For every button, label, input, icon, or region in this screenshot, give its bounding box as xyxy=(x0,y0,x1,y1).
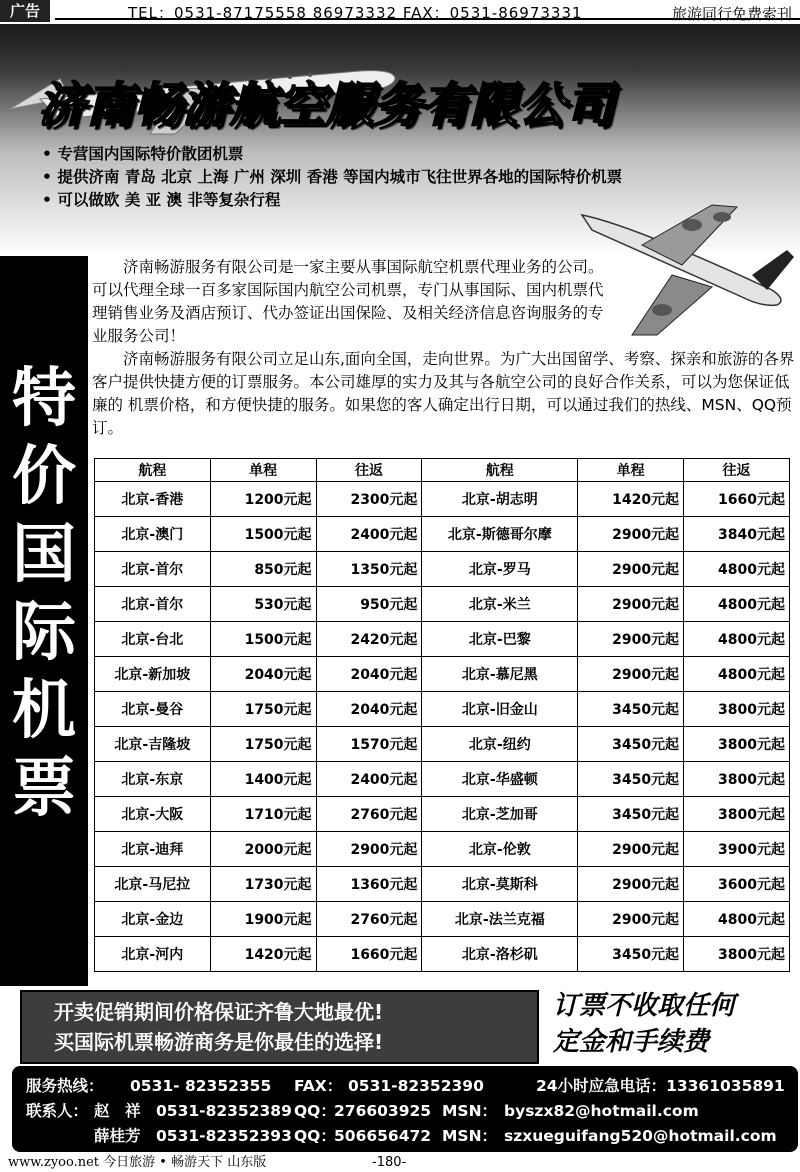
price-cell: 850元起 xyxy=(210,552,316,587)
price-cell: 3800元起 xyxy=(684,727,790,762)
table-row xyxy=(95,692,790,727)
hotline-label: 服务热线： xyxy=(26,1077,104,1095)
msn-label: MSN： xyxy=(442,1127,498,1145)
col-header-route: 航程 xyxy=(95,459,211,482)
footer xyxy=(0,1154,800,1172)
route-cell: 北京-台北 xyxy=(95,622,211,657)
route-cell: 北京-澳门 xyxy=(95,517,211,552)
price-cell: 1730元起 xyxy=(210,867,316,902)
contact-phone: 0531-82352393 xyxy=(156,1127,292,1145)
qq-number: 276603925 xyxy=(334,1102,432,1120)
bullet-item: • 提供济南 青岛 北京 上海 广州 深圳 香港 等国内城市飞往世界各地的国际特价机票 xyxy=(42,166,622,189)
price-cell: 1900元起 xyxy=(210,902,316,937)
price-cell: 2900元起 xyxy=(578,552,684,587)
price-cell: 4800元起 xyxy=(684,902,790,937)
price-cell: 1750元起 xyxy=(210,692,316,727)
price-cell: 2900元起 xyxy=(578,622,684,657)
contact-name: 薛桂芳 xyxy=(94,1127,141,1145)
col-header-roundtrip: 往返 xyxy=(684,459,790,482)
contact-row xyxy=(26,1074,785,1096)
service-bullets xyxy=(42,143,622,212)
col-header-route: 航程 xyxy=(422,459,578,482)
price-cell: 3600元起 xyxy=(684,867,790,902)
route-cell: 北京-东京 xyxy=(95,762,211,797)
price-cell: 3450元起 xyxy=(578,937,684,972)
price-cell: 4800元起 xyxy=(684,587,790,622)
price-cell: 3800元起 xyxy=(684,797,790,832)
route-cell: 北京-首尔 xyxy=(95,552,211,587)
price-cell: 4800元起 xyxy=(684,657,790,692)
price-cell: 2900元起 xyxy=(578,587,684,622)
table-row xyxy=(95,517,790,552)
table-row xyxy=(95,587,790,622)
page-number: -180- xyxy=(372,1155,407,1170)
emergency-number: 13361035891 xyxy=(666,1077,785,1095)
table-row xyxy=(95,832,790,867)
price-cell: 1660元起 xyxy=(684,482,790,517)
ad-tag: 广告 xyxy=(0,0,50,22)
price-cell: 2760元起 xyxy=(316,797,422,832)
side-title-char: 国 xyxy=(12,518,76,592)
route-cell: 北京-胡志明 xyxy=(422,482,578,517)
side-title-char: 际 xyxy=(12,596,76,670)
side-title-char: 机 xyxy=(12,674,76,748)
contact-row xyxy=(26,1099,699,1121)
route-cell: 北京-河内 xyxy=(95,937,211,972)
table-row xyxy=(95,727,790,762)
price-cell: 1360元起 xyxy=(316,867,422,902)
promo-banner xyxy=(20,990,539,1064)
col-header-oneway: 单程 xyxy=(578,459,684,482)
no-fee-line: 订票不收取任何 xyxy=(553,991,736,1021)
price-cell: 2040元起 xyxy=(316,692,422,727)
no-fee-notice xyxy=(553,988,735,1060)
price-cell: 1750元起 xyxy=(210,727,316,762)
route-cell: 北京-纽约 xyxy=(422,727,578,762)
qq-number: 506656472 xyxy=(334,1127,432,1145)
route-cell: 北京-米兰 xyxy=(422,587,578,622)
route-cell: 北京-莫斯科 xyxy=(422,867,578,902)
bullet-item: • 专营国内国际特价散团机票 xyxy=(42,143,622,166)
price-cell: 1420元起 xyxy=(210,937,316,972)
fare-table-header xyxy=(95,459,790,482)
contact-name: 赵 祥 xyxy=(94,1102,141,1120)
route-cell: 北京-罗马 xyxy=(422,552,578,587)
side-title-char: 价 xyxy=(12,440,76,514)
price-cell: 3450元起 xyxy=(578,797,684,832)
fax-number: 0531-82352390 xyxy=(348,1077,484,1095)
person-label: 联系人： xyxy=(26,1102,89,1120)
price-cell: 3900元起 xyxy=(684,832,790,867)
price-cell: 2400元起 xyxy=(316,517,422,552)
price-cell: 1420元起 xyxy=(578,482,684,517)
route-cell: 北京-慕尼黑 xyxy=(422,657,578,692)
route-cell: 北京-旧金山 xyxy=(422,692,578,727)
qq-label: QQ： xyxy=(294,1102,336,1120)
route-cell: 北京-香港 xyxy=(95,482,211,517)
table-row xyxy=(95,797,790,832)
contact-row xyxy=(26,1124,777,1146)
contact-phone: 0531-82352389 xyxy=(156,1102,292,1120)
table-row xyxy=(95,867,790,902)
price-cell: 3800元起 xyxy=(684,692,790,727)
price-cell: 950元起 xyxy=(316,587,422,622)
airliner-icon xyxy=(572,195,800,340)
side-title xyxy=(0,360,88,828)
route-cell: 北京-斯德哥尔摩 xyxy=(422,517,578,552)
no-fee-line: 定金和手续费 xyxy=(553,1027,710,1057)
hotline-number: 0531- 82352355 xyxy=(130,1077,272,1095)
table-row xyxy=(95,902,790,937)
price-cell: 530元起 xyxy=(210,587,316,622)
free-note: 旅游同行免费索刊 xyxy=(671,5,792,23)
price-cell: 2040元起 xyxy=(316,657,422,692)
price-cell: 1200元起 xyxy=(210,482,316,517)
intro-paragraph: 济南畅游服务有限公司是一家主要从事国际航空机票代理业务的公司。可以代理全球一百多家国际国内航空公司机票，专门从事国际、国内机票代理销售业务及酒店预订、代办签证出国保险、及相关经济信息咨询服务的专业服务公司！ xyxy=(92,258,604,345)
price-cell: 1660元起 xyxy=(316,937,422,972)
col-header-roundtrip: 往返 xyxy=(316,459,422,482)
emergency-label: 24小时应急电话： xyxy=(536,1077,667,1095)
footer-site: www.zyoo.net 今日旅游 • 畅游天下 山东版 xyxy=(8,1155,267,1170)
route-cell: 北京-华盛顿 xyxy=(422,762,578,797)
msn-address: byszx82@hotmail.com xyxy=(504,1102,699,1120)
price-cell: 2040元起 xyxy=(210,657,316,692)
price-cell: 2900元起 xyxy=(578,657,684,692)
price-cell: 2900元起 xyxy=(578,902,684,937)
route-cell: 北京-伦敦 xyxy=(422,832,578,867)
route-cell: 北京-洛杉矶 xyxy=(422,937,578,972)
msn-label: MSN： xyxy=(442,1102,498,1120)
promo-line: 开卖促销期间价格保证齐鲁大地最优! xyxy=(54,1000,384,1024)
price-cell: 2400元起 xyxy=(316,762,422,797)
contact-box xyxy=(12,1066,798,1152)
route-cell: 北京-吉隆坡 xyxy=(95,727,211,762)
price-cell: 2900元起 xyxy=(578,832,684,867)
price-cell: 1710元起 xyxy=(210,797,316,832)
side-title-char: 特 xyxy=(12,362,76,436)
table-row xyxy=(95,552,790,587)
route-cell: 北京-新加坡 xyxy=(95,657,211,692)
route-cell: 北京-巴黎 xyxy=(422,622,578,657)
promo-line: 买国际机票畅游商务是你最佳的选择! xyxy=(54,1030,384,1054)
route-cell: 北京-迪拜 xyxy=(95,832,211,867)
table-row xyxy=(95,482,790,517)
price-cell: 3450元起 xyxy=(578,727,684,762)
price-cell: 2000元起 xyxy=(210,832,316,867)
top-bar xyxy=(0,0,800,24)
route-cell: 北京-金边 xyxy=(95,902,211,937)
table-row xyxy=(95,762,790,797)
price-cell: 1400元起 xyxy=(210,762,316,797)
side-title-char: 票 xyxy=(12,752,76,826)
route-cell: 北京-大阪 xyxy=(95,797,211,832)
price-cell: 2300元起 xyxy=(316,482,422,517)
route-cell: 北京-首尔 xyxy=(95,587,211,622)
price-cell: 3840元起 xyxy=(684,517,790,552)
price-cell: 2900元起 xyxy=(578,517,684,552)
price-cell: 1570元起 xyxy=(316,727,422,762)
price-cell: 2760元起 xyxy=(316,902,422,937)
price-cell: 1500元起 xyxy=(210,622,316,657)
bullet-item: • 可以做欧 美 亚 澳 非等复杂行程 xyxy=(42,189,622,212)
price-cell: 3800元起 xyxy=(684,937,790,972)
price-cell: 4800元起 xyxy=(684,552,790,587)
price-cell: 3450元起 xyxy=(578,692,684,727)
price-cell: 1350元起 xyxy=(316,552,422,587)
fax-label: FAX： xyxy=(294,1077,343,1095)
route-cell: 北京-芝加哥 xyxy=(422,797,578,832)
intro-paragraph: 济南畅游服务有限公司立足山东,面向全国，走向世界。为广大出国留学、考察、探亲和旅游的各界客户提供快捷方便的订票服务。本公司雄厚的实力及其与各航空公司的良好合作关系，可以为您保证低廉的 机票价格，和方便快捷的服务。如果您的客人确定出行日期，可以通过我们的热线、MSN、QQ预订。 xyxy=(92,350,795,437)
table-row xyxy=(95,937,790,972)
col-header-oneway: 单程 xyxy=(210,459,316,482)
price-cell: 1500元起 xyxy=(210,517,316,552)
fare-table xyxy=(94,458,790,972)
price-cell: 4800元起 xyxy=(684,622,790,657)
table-row xyxy=(95,622,790,657)
price-cell: 3450元起 xyxy=(578,762,684,797)
qq-label: QQ： xyxy=(294,1127,336,1145)
msn-address: szxueguifang520@hotmail.com xyxy=(504,1127,777,1145)
company-name: 济南畅游航空服务有限公司 xyxy=(38,78,614,133)
route-cell: 北京-法兰克福 xyxy=(422,902,578,937)
price-cell: 2420元起 xyxy=(316,622,422,657)
price-cell: 3800元起 xyxy=(684,762,790,797)
price-cell: 2900元起 xyxy=(316,832,422,867)
route-cell: 北京-曼谷 xyxy=(95,692,211,727)
route-cell: 北京-马尼拉 xyxy=(95,867,211,902)
price-cell: 2900元起 xyxy=(578,867,684,902)
tel-fax-line: TEL：0531-87175558 86973332 FAX：0531-86973331 xyxy=(128,4,583,22)
table-row xyxy=(95,657,790,692)
